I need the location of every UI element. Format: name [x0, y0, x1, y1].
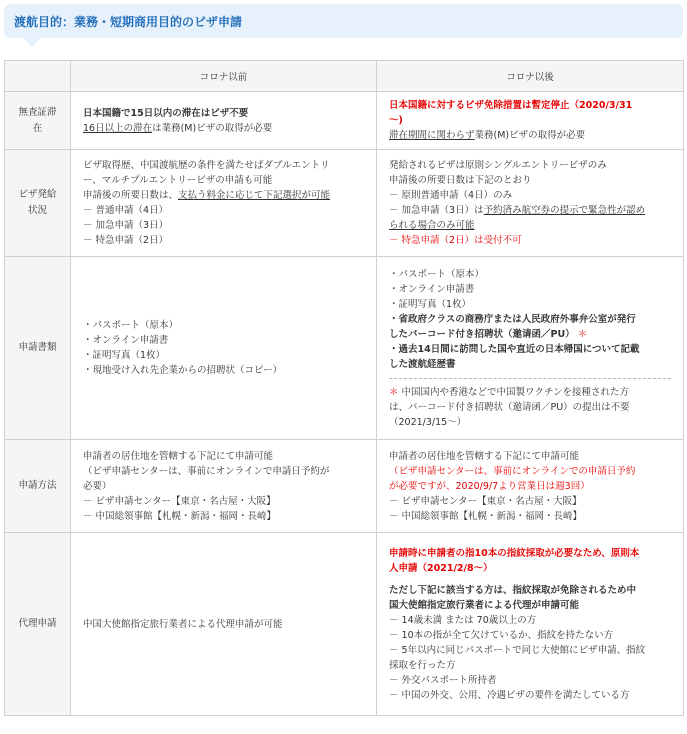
row-label-documents: 申請書類: [5, 257, 71, 440]
cell-method-after: 申請者の居住地を管轄する下記にて申請可能 （ビザ申請センターは、事前にオンラインでの申請日予約 が必要ですが、2020/9/7より営業日は週3回） － ビザ申請センター【東京・名古屋・大阪】 － 中国総領事館【札幌・新潟・福岡・長崎】: [377, 440, 684, 533]
cell-proxy-after: 申請時に申請者の指10本の指紋採取が必要なため、原則本 人申請（2021/2/8～） ただし下記に該当する方は、指紋採取が免除されるため中 国大使館指定旅行業者による代理が申請可能 － 14歳未満 または 70歳以上の方 － 10本の指が全て欠けているか、指紋を持たない方 － 5年以内に同じパスポートで同じ大使館にビザ申請、指紋 採取を行った方 － 外交パスポート所持者 － 中国の外交、公用、冷遇ビザの要件を満たしている方: [377, 533, 684, 716]
section-header: [4, 4, 683, 48]
cell-visa-free-before: 日本国籍で15日以内の滞在はビザ不要 16日以上の滞在は業務(M)ビザの取得が必要: [71, 92, 377, 150]
row-label-method: 申請方法: [5, 440, 71, 533]
page-title: 渡航目的：業務・短期商用目的のビザ申請: [4, 4, 683, 38]
cell-proxy-before: 中国大使館指定旅行業者による代理申請が可能: [71, 533, 377, 716]
column-header-after: コロナ以後: [377, 61, 684, 92]
cell-visa-issue-before: ビザ取得歴、中国渡航歴の条件を満たせばダブルエントリ ー、マルチプルエントリービザの申請も可能 申請後の所要日数は、支払う料金に応じて下記選択が可能 － 普通申請（4日） － 加急申請（3日） － 特急申請（2日）: [71, 150, 377, 257]
table-row: [5, 257, 684, 440]
column-header-before: コロナ以前: [71, 61, 377, 92]
table-row: [5, 533, 684, 716]
cell-documents-after: ・パスポート（原本） ・オンライン申請書 ・証明写真（1枚） ・省政府クラスの商務庁または人民政府外事弁公室が発行 したバーコード付き招聘状（邀请函／PU） ＊ ・過去14日間に訪問した国や直近の日本帰国について記載 した渡航経歴書 ＊ 中国国内や香港などで中国製ワクチンを接種された方 は、バーコード付き招聘状（邀请函／PU）の提出は不要 （2021/3/15～）: [377, 257, 684, 440]
table-header-row: [5, 61, 684, 92]
note-asterisk: ＊: [389, 386, 399, 398]
cell-documents-before: ・パスポート（原本） ・オンライン申請書 ・証明写真（1枚） ・現地受け入れ先企業からの招聘状（コピー）: [71, 257, 377, 440]
visa-comparison-table: [4, 60, 684, 716]
header-pointer: [24, 38, 40, 47]
row-label-visa-free: 無査証滞 在: [5, 92, 71, 150]
corner-cell: [5, 61, 71, 92]
note-text: 中国国内や香港などで中国製ワクチンを接種された方: [398, 386, 630, 398]
row-label-visa-issue: ビザ発給 状況: [5, 150, 71, 257]
cell-method-before: 申請者の居住地を管轄する下記にて申請可能 （ビザ申請センターは、事前にオンラインで申請日予約が 必要） － ビザ申請センター【東京・名古屋・大阪】 － 中国総領事館【札幌・新潟・福岡・長崎】: [71, 440, 377, 533]
table-row: [5, 150, 684, 257]
cell-visa-issue-after: 発給されるビザは原則シングルエントリービザのみ 申請後の所要日数は下記のとおり － 原則普通申請（4日）のみ － 加急申請（3日）は予約済み航空券の提示で緊急性が認め られる場合のみ可能 － 特急申請（2日）は受付不可: [377, 150, 684, 257]
table-row: [5, 92, 684, 150]
table-row: [5, 440, 684, 533]
dashed-divider: [389, 378, 671, 379]
row-label-proxy: 代理申請: [5, 533, 71, 716]
cell-visa-free-after: 日本国籍に対するビザ免除措置は暫定停止（2020/3/31 ～) 滞在期間に関わらず業務(M)ビザの取得が必要: [377, 92, 684, 150]
